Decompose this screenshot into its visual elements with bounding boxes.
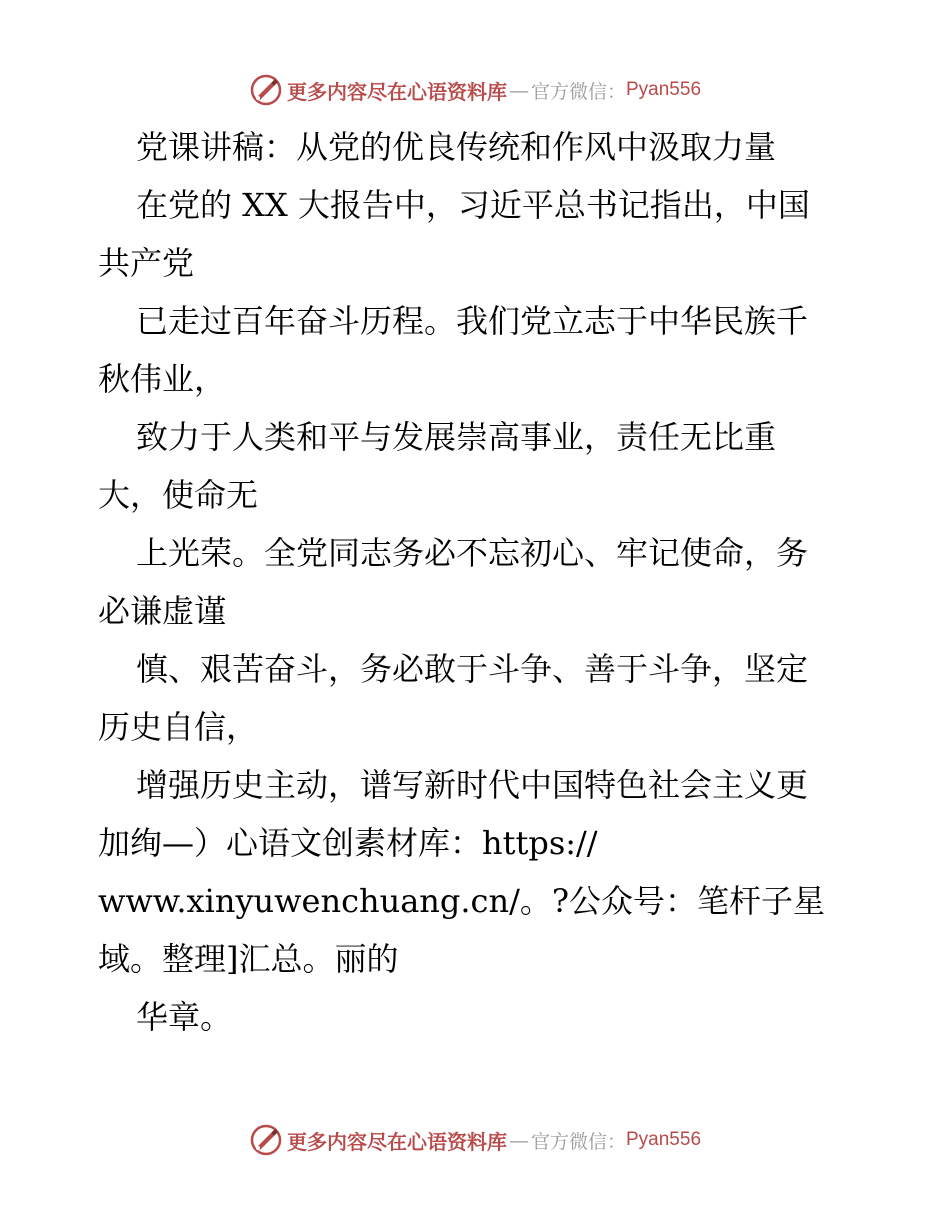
banner-dash: —	[508, 78, 529, 102]
official-wechat-label: 官方微信：	[530, 1130, 626, 1153]
text-line: 已走过百年奋斗历程。我们党立志于中华民族千	[136, 302, 809, 340]
text-line: www.xinyuwenchuang.cn/。?公众号：笔杆子星	[98, 882, 826, 920]
footer-banner	[0, 1120, 950, 1160]
text-line: 增强历史主动，谱写新时代中国特色社会主义更	[136, 766, 809, 804]
text-line: 域。整理]汇总。丽的	[98, 940, 399, 978]
wechat-id: Pyan556	[626, 79, 702, 100]
text-line: 必谦虚谨	[98, 592, 227, 630]
text-line: 大，使命无	[98, 476, 259, 514]
text-line: 华章。	[136, 998, 233, 1036]
wechat-id: Pyan556	[626, 1129, 702, 1150]
official-wechat-label: 官方微信：	[530, 80, 626, 103]
text-line: 慎、艰苦奋斗，务必敢于斗争、善于斗争，坚定	[136, 650, 809, 688]
pen-logo-icon	[249, 73, 283, 107]
text-line: 历史自信，	[98, 708, 259, 746]
brand-text: 更多内容尽在心语资料库	[286, 79, 507, 104]
text-line: 加绚—）心语文创素材库：https://	[98, 824, 598, 862]
document-body	[98, 118, 858, 1046]
text-line: 致力于人类和平与发展崇高事业，责任无比重	[136, 418, 777, 456]
header-banner	[0, 70, 950, 110]
text-line: 共产党	[98, 244, 195, 282]
document-title: 党课讲稿：从党的优良传统和作风中汲取力量	[136, 128, 777, 166]
banner-dash: —	[508, 1128, 529, 1152]
text-line: 在党的 XX 大报告中，习近平总书记指出，中国	[136, 186, 810, 224]
brand-text: 更多内容尽在心语资料库	[286, 1129, 507, 1154]
text-line: 上光荣。全党同志务必不忘初心、牢记使命，务	[136, 534, 809, 572]
text-line: 秋伟业，	[98, 360, 227, 398]
pen-logo-icon	[249, 1123, 283, 1157]
